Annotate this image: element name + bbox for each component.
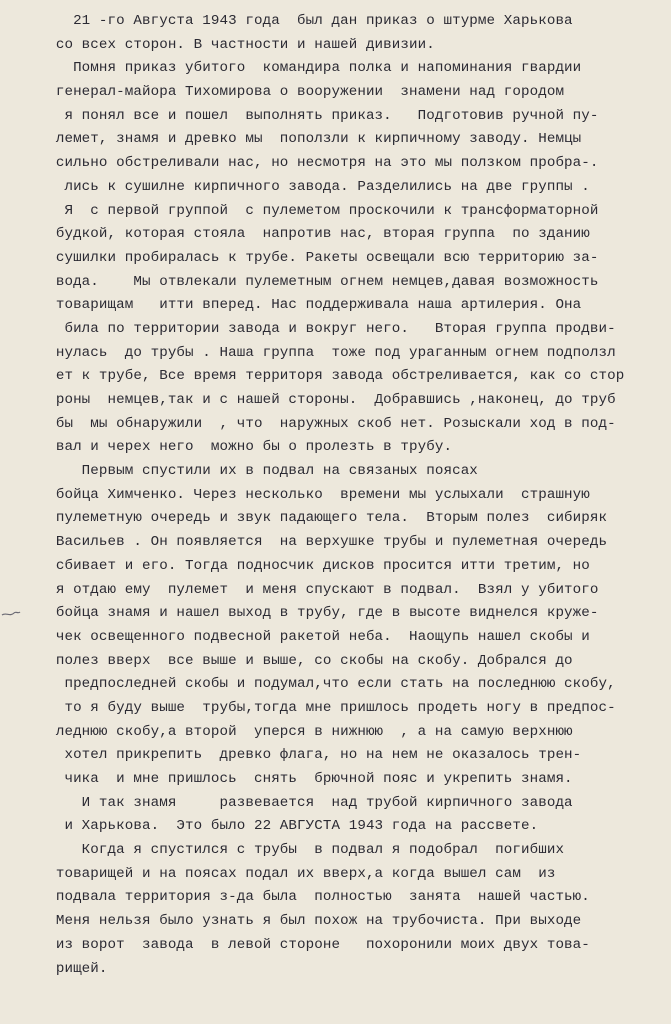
text-line: Меня нельзя было узнать я был похож на трубочиста. При выходе (30, 913, 582, 930)
text-line: била по территории завода и вокруг него. Вторая группа продви- (30, 320, 616, 337)
text-line: вал и черех него можно бы о пролезть в трубу. (30, 439, 453, 456)
text-line: товарищам итти вперед. Нас поддерживала наша артилерия. Она (30, 297, 582, 314)
text-line: со всех сторон. В частности и нашей дивизии. (30, 36, 435, 53)
text-line: бойца Химченко. Через несколько времени мы услыхали страшную (30, 486, 590, 503)
text-line: чика и мне пришлось снять брючной пояс и укрепить знамя. (30, 771, 573, 787)
text-line: сбивает и его. Тогда подносчик дисков просится итти третим, но (30, 557, 590, 574)
text-line: вода. Мы отвлекали пулеметным огнем немцев,давая возможность (30, 273, 599, 290)
text-line: полез вверх все выше и выше, со скобы на скобу. Добрался до (30, 652, 573, 669)
text-line: чек освещенного подвесной ракетой неба. Наощупь нашел скобы и (30, 628, 590, 645)
text-line: и Харькова. Это было 22 АВГУСТА 1943 года на рассвете. (30, 818, 539, 835)
text-line: из ворот завода в левой стороне похоронили моих двух това- (30, 936, 590, 953)
text-line: предпоследней скобы и подумал,что если стать на последнюю скобу, (30, 676, 616, 693)
text-line: ет к трубе, Все время территоря завода обстреливается, как со стор (30, 368, 625, 385)
text-line: рищей. (30, 960, 108, 977)
text-line: Васильев . Он появляется на верхушке трубы и пулеметная очередь (30, 534, 608, 551)
text-line: пулеметную очередь и звук падающего тела. Вторым полез сибиряк (30, 510, 608, 527)
text-line: бойца знамя и нашел выход в трубу, где в высоте виднелся круже- (30, 605, 599, 622)
pencil-margin-mark (0, 606, 22, 622)
text-line: роны немцев,так и с нашей стороны. Добравшись ,наконец, до труб (30, 392, 616, 408)
text-line: Я с первой группой с пулеметом проскочили к трансформаторной (30, 202, 599, 219)
text-line: будкой, которая стояла напротив нас, вторая группа по зданию (30, 226, 590, 243)
text-line: генерал-майора Тихомирова о вооружении знамени над городом (30, 84, 565, 101)
text-line: я понял все и пошел выполнять приказ. Подготовив ручной пу- (30, 107, 599, 124)
text-line: я отдаю ему пулемет и меня спускают в подвал. Взял у убитого (30, 581, 599, 598)
text-line: нулась до трубы . Наша группа тоже под ураганным огнем подползл (30, 344, 616, 361)
text-line: сушилки пробиралась к трубе. Ракеты освещали всю территорию за- (30, 249, 599, 266)
text-line: хотел прикрепить древко флага, но на нем не оказалось трен- (30, 747, 582, 764)
text-line: 21 -го Августа 1943 года был дан приказ о штурме Харькова (30, 13, 573, 29)
text-line: сильно обстреливали нас, но несмотря на это мы ползком пробра-. (30, 155, 599, 172)
text-line: леднюю скобу,а второй уперся в нижнюю , а на самую верхнюю (30, 723, 573, 740)
text-line: Первым спустили их в подвал на связаных поясах (30, 463, 478, 480)
text-line: лись к сушилне кирпичного завода. Разделились на две группы . (30, 178, 590, 195)
text-line: подвала территория з-да была полностью занята нашей частью. (30, 889, 590, 906)
text-line: Когда я спустился с трубы в подвал я подобрал погибших (30, 842, 565, 859)
text-line: то я буду выше трубы,тогда мне пришлось продеть ногу в предпос- (30, 699, 616, 716)
text-line: лемет, знамя и древко мы поползли к кирпичному заводу. Немцы (30, 131, 582, 148)
text-line: И так знамя развевается над трубой кирпичного завода (30, 794, 573, 811)
text-line: товарищей и на поясах подал их вверх,а когда вышел сам из (30, 865, 556, 882)
typewritten-text (30, 10, 670, 981)
text-line: Помня приказ убитого командира полка и напоминания гвардии (30, 60, 582, 77)
text-line: бы мы обнаружили , что наружных скоб нет. Розыскали ход в под- (30, 415, 616, 432)
